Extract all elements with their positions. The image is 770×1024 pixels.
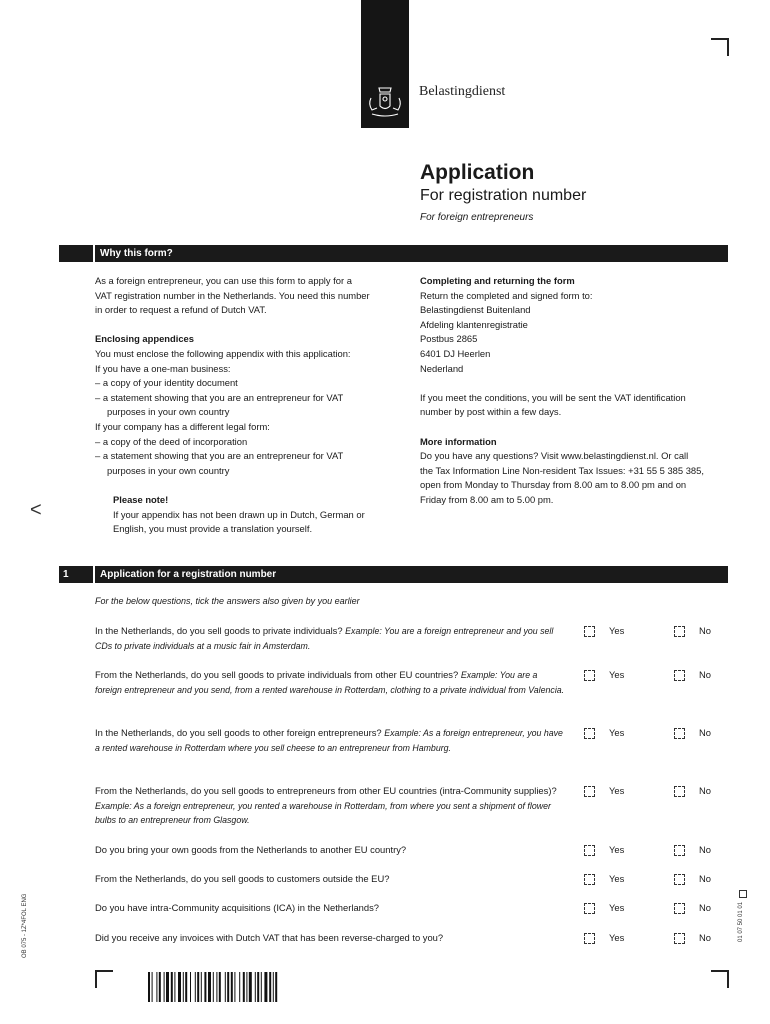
barcode-bar (152, 972, 153, 1002)
question-text (95, 726, 565, 755)
barcode-bar (269, 972, 271, 1002)
checkbox-no[interactable] (674, 626, 685, 637)
barcode-bar (213, 972, 214, 1002)
barcode-bar (164, 972, 165, 1002)
barcode-bar (197, 972, 199, 1002)
yes-label: Yes (609, 844, 625, 855)
checkbox-yes[interactable] (584, 728, 595, 739)
question-row (95, 784, 728, 828)
section-number: 1 (59, 566, 93, 583)
barcode-bar (227, 972, 229, 1002)
question-example: Example: You are a foreign entrepreneur and you sell CDs to private individuals at a music fair in Amsterdam. (95, 626, 554, 651)
checkbox-yes[interactable] (584, 903, 595, 914)
appendices-heading: Enclosing appendices (95, 333, 194, 345)
why-left-column (95, 274, 405, 537)
page-subsubtitle: For foreign entrepreneurs (420, 212, 534, 223)
question-example: Example: As a foreign entrepreneur, you rented a warehouse in Rotterdam, from where you sent a shipment of flower bulbs to an entrepreneur from Glasgow. (95, 800, 551, 826)
appendix-line: If your company has a different legal form: (95, 420, 270, 432)
barcode-bar (201, 972, 202, 1002)
form-code-left: OB 075 - 1Z*4FOL ENG (22, 893, 28, 958)
checkbox-yes[interactable] (584, 786, 595, 797)
page-title: Application (420, 161, 535, 184)
info-line: open from Monday to Thursday from 8.00 am to 8.00 pm and on (420, 479, 687, 491)
question-main: Do you bring your own goods from the Netherlands to another EU country? (95, 844, 407, 855)
section-bar-application: Application for a registration number (95, 566, 728, 583)
question-example: Example: You are a foreign entrepreneur and you send, from a rented warehouse in Rotterdam, clothing to a private individual from Valencia. (95, 670, 565, 695)
question-text (95, 668, 565, 697)
barcode-bar (171, 972, 173, 1002)
no-label: No (699, 932, 711, 943)
return-line: 6401 DJ Heerlen (420, 347, 491, 359)
return-line: Return the completed and signed form to: (420, 289, 593, 301)
no-label: No (699, 844, 711, 855)
section-bar-spacer (59, 245, 93, 262)
why-intro-line: in order to request a refund of Dutch VAT. (95, 304, 267, 316)
page-subtitle: For registration number (420, 187, 587, 204)
note-block (95, 493, 405, 537)
section-bar-why: Why this form? (95, 245, 728, 262)
question-row (95, 843, 728, 858)
appendix-line: – a statement showing that you are an entrepreneur for VAT (95, 391, 344, 403)
info-heading: More information (420, 435, 497, 447)
appendix-line: You must enclose the following appendix with this application: (95, 347, 351, 359)
why-right-column (420, 274, 730, 508)
checkbox-no[interactable] (674, 874, 685, 885)
appendix-line: – a statement showing that you are an entrepreneur for VAT (95, 450, 344, 462)
question-main: Did you receive any invoices with Dutch VAT that has been reverse-charged to you? (95, 932, 444, 943)
form-code-right: 01 07 50 01 01 (738, 901, 744, 942)
barcode-bar (204, 972, 206, 1002)
brand-name: Belastingdienst (419, 84, 506, 99)
form-code-square (739, 890, 747, 898)
yes-label: Yes (609, 625, 625, 636)
return-line: Afdeling klantenregistratie (420, 318, 528, 330)
question-row (95, 726, 728, 755)
why-intro-line: As a foreign entrepreneur, you can use this form to apply for a (95, 275, 352, 286)
checkbox-no[interactable] (674, 845, 685, 856)
return-line: Nederland (420, 362, 464, 374)
yes-label: Yes (609, 932, 625, 943)
appendix-line: – a copy of the deed of incorporation (95, 435, 248, 447)
barcode-bar (264, 972, 267, 1002)
question-text (95, 784, 565, 828)
appendix-line: purposes in your own country (107, 464, 230, 476)
barcode-bar (219, 972, 221, 1002)
checkbox-no[interactable] (674, 933, 685, 944)
question-main: Do you have intra-Community acquisitions (ICA) in the Netherlands? (95, 902, 379, 913)
barcode-bar (249, 972, 252, 1002)
question-main: From the Netherlands, do you sell goods to private individuals from other EU countries? (95, 669, 459, 680)
yes-label: Yes (609, 785, 625, 796)
no-label: No (699, 873, 711, 884)
barcode-bar (216, 972, 217, 1002)
question-text (95, 872, 565, 887)
conditions-line: If you meet the conditions, you will be sent the VAT identification (420, 391, 686, 403)
barcode-bar (190, 972, 191, 1002)
checkbox-yes[interactable] (584, 874, 595, 885)
checkbox-yes[interactable] (584, 845, 595, 856)
barcode-bar (225, 972, 226, 1002)
conditions-line: number by post within a few days. (420, 406, 562, 418)
info-line: Do you have any questions? Visit www.belastingdienst.nl. Or call (420, 450, 689, 462)
barcode-bar (243, 972, 245, 1002)
info-line: Friday from 8.00 am to 5.00 pm. (420, 493, 554, 505)
barcode-bar (255, 972, 256, 1002)
question-row (95, 872, 728, 887)
barcode-bar (261, 972, 262, 1002)
barcode-bar (166, 972, 169, 1002)
no-label: No (699, 902, 711, 913)
note-line: If your appendix has not been drawn up in Dutch, German or (113, 508, 365, 520)
info-line: the Tax Information Line Non-resident Tax Issues: +31 55 5 385 385, (420, 464, 704, 476)
checkbox-yes[interactable] (584, 933, 595, 944)
barcode-bar (234, 972, 235, 1002)
barcode-bar (178, 972, 181, 1002)
barcode-bar (208, 972, 211, 1002)
yes-label: Yes (609, 727, 625, 738)
corner-mark-top-right (711, 38, 729, 56)
barcode-bar (156, 972, 157, 1002)
barcode-bar (246, 972, 247, 1002)
barcode (148, 972, 318, 1002)
checkbox-yes[interactable] (584, 670, 595, 681)
question-row (95, 901, 728, 916)
barcode-bar (239, 972, 240, 1002)
no-label: No (699, 625, 711, 636)
corner-mark-bottom-right (711, 970, 729, 988)
question-example: Example: As a foreign entrepreneur, you have a rented warehouse in Rotterdam where you sell cheese to an entrepreneur from Hamburg. (95, 728, 563, 753)
barcode-bar (275, 972, 277, 1002)
checkbox-yes[interactable] (584, 626, 595, 637)
appendix-line: If you have a one-man business: (95, 362, 231, 374)
barcode-bar (273, 972, 274, 1002)
yes-label: Yes (609, 873, 625, 884)
question-main: From the Netherlands, do you sell goods to customers outside the EU? (95, 873, 390, 884)
question-row (95, 931, 728, 946)
barcode-bar (148, 972, 150, 1002)
logo-bar (361, 0, 409, 128)
return-heading: Completing and returning the form (420, 275, 575, 286)
question-text (95, 901, 565, 916)
return-line: Belastingdienst Buitenland (420, 304, 531, 316)
checkbox-no[interactable] (674, 670, 685, 681)
checkbox-no[interactable] (674, 728, 685, 739)
question-row (95, 624, 728, 653)
barcode-bar (257, 972, 259, 1002)
question-text (95, 931, 565, 946)
questions-intro: For the below questions, tick the answers also given by you earlier (95, 596, 360, 606)
corner-mark-bottom-left (95, 970, 113, 988)
checkbox-no[interactable] (674, 903, 685, 914)
yes-label: Yes (609, 669, 625, 680)
barcode-bar (231, 972, 233, 1002)
question-row (95, 668, 728, 697)
note-line: English, you must provide a translation yourself. (113, 523, 313, 535)
question-text (95, 843, 565, 858)
appendix-line: – a copy of your identity document (95, 377, 238, 389)
checkbox-no[interactable] (674, 786, 685, 797)
no-label: No (699, 669, 711, 680)
question-main: From the Netherlands, do you sell goods to entrepreneurs from other EU countries (intra-Community supplies)? (95, 785, 557, 796)
question-main: In the Netherlands, do you sell goods to private individuals? (95, 625, 343, 636)
appendix-line: purposes in your own country (107, 406, 230, 418)
fold-mark: < (30, 499, 42, 521)
barcode-bar (183, 972, 184, 1002)
return-line: Postbus 2865 (420, 333, 478, 345)
question-main: In the Netherlands, do you sell goods to other foreign entrepreneurs? (95, 727, 382, 738)
no-label: No (699, 727, 711, 738)
barcode-bar (159, 972, 161, 1002)
barcode-bar (195, 972, 196, 1002)
yes-label: Yes (609, 902, 625, 913)
barcode-bar (174, 972, 175, 1002)
barcode-bar (185, 972, 187, 1002)
note-heading: Please note! (113, 493, 169, 505)
no-label: No (699, 785, 711, 796)
question-text (95, 624, 565, 653)
coat-of-arms-icon (365, 84, 405, 120)
why-intro-line: VAT registration number in the Netherlands. You need this number (95, 289, 370, 301)
